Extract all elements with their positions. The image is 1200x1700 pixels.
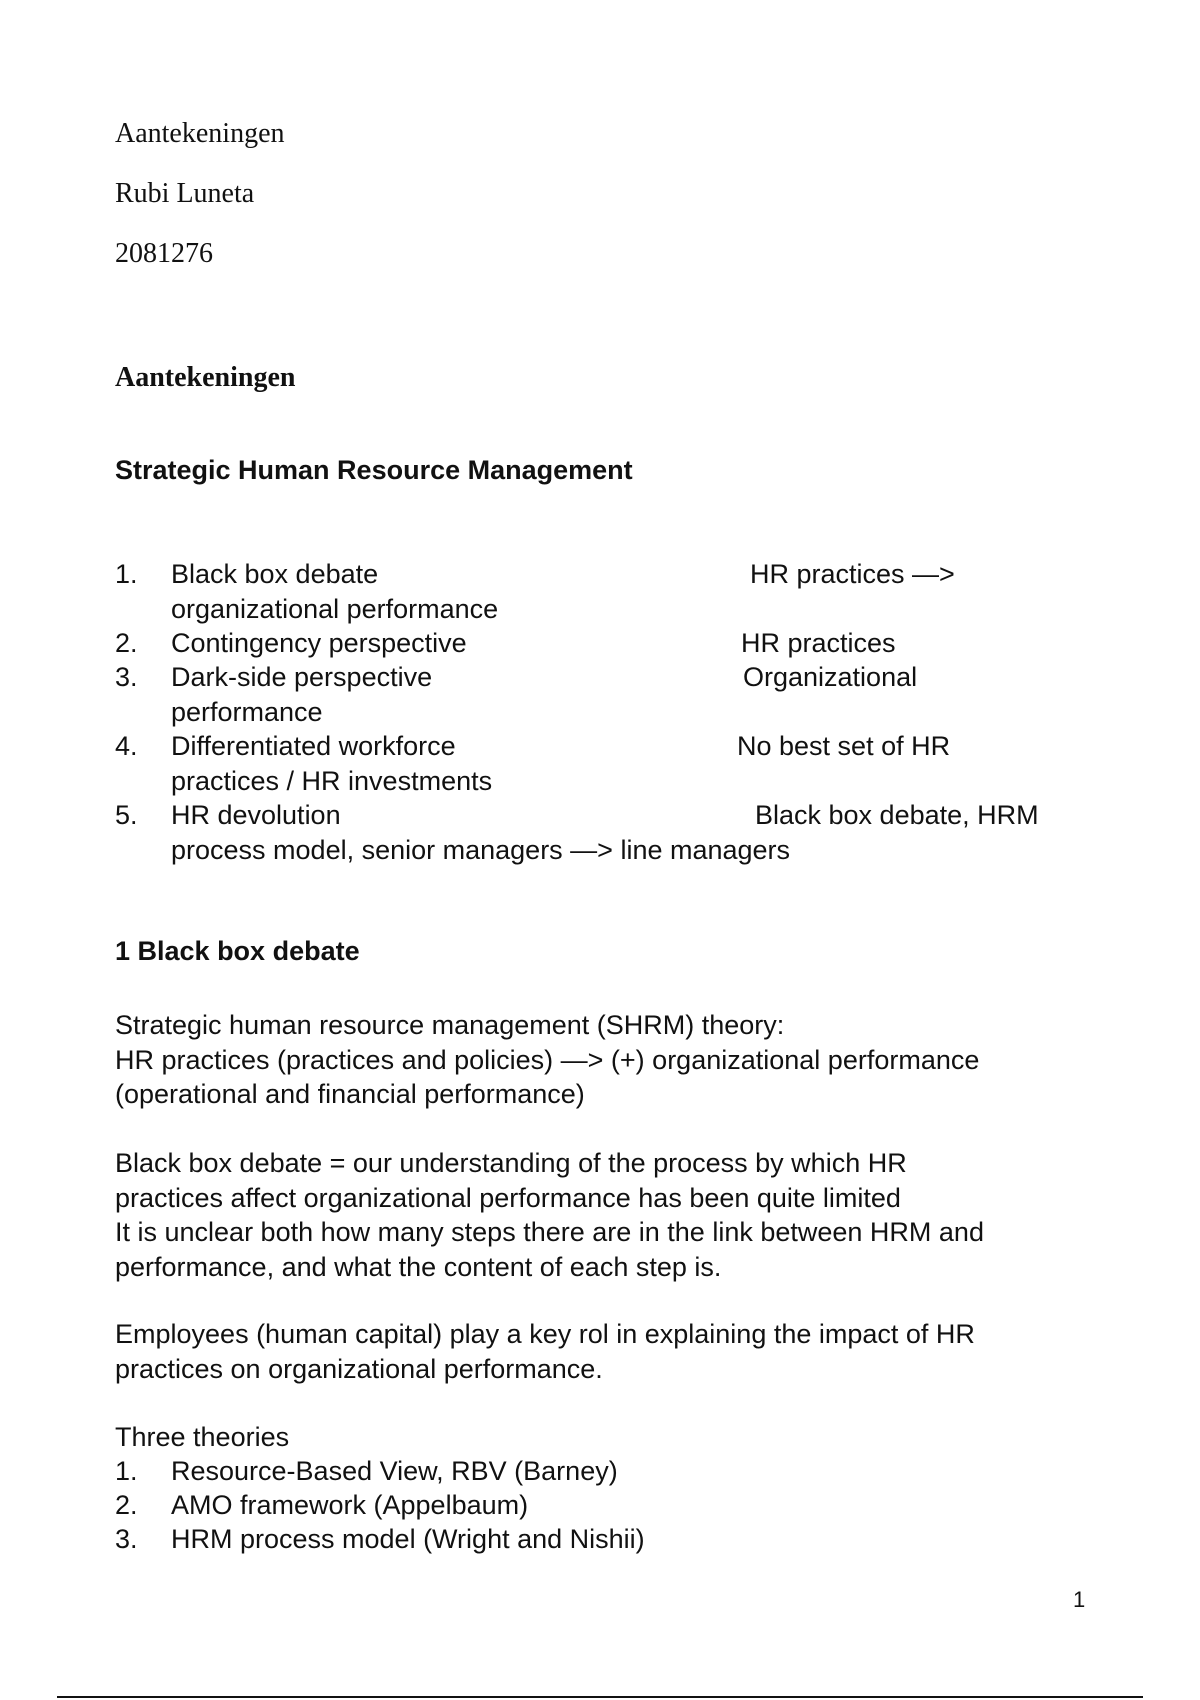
header-student-number: 2081276: [115, 238, 213, 269]
paragraph-line: Black box debate = our understanding of the process by which HR: [115, 1148, 907, 1178]
list-number: 2.: [115, 628, 138, 658]
page-title: Aantekeningen: [115, 362, 296, 393]
paragraph: [115, 1008, 979, 1112]
paragraph-line: HR practices (practices and policies) —> (+) organizational performance: [115, 1044, 980, 1075]
header-title: Aantekeningen: [115, 118, 285, 149]
list-item-note: Black box debate, HRM: [755, 800, 1039, 830]
list-item-note: Organizational: [743, 662, 918, 692]
list-item-note: No best set of HR: [737, 731, 951, 761]
paragraph-line: Strategic human resource management (SHRM) theory:: [115, 1010, 785, 1040]
footer-divider: [57, 1696, 1143, 1698]
list-item-topic: HR devolution: [171, 800, 341, 830]
list-item-continuation: performance: [171, 696, 323, 727]
paragraph-line: performance, and what the content of each step is.: [115, 1251, 722, 1282]
list-number: 1.: [115, 559, 138, 589]
list-item-topic: Contingency perspective: [171, 628, 467, 658]
list-number: 2.: [115, 1490, 138, 1520]
paragraph-line: practices on organizational performance.: [115, 1353, 603, 1384]
page-number: 1: [1073, 1587, 1086, 1612]
header-author: Rubi Luneta: [115, 178, 255, 209]
list-number: 4.: [115, 731, 138, 761]
section-heading: 1 Black box debate: [115, 936, 360, 966]
list-item-topic: Dark-side perspective: [171, 662, 433, 692]
list-item-continuation: organizational performance: [171, 593, 499, 624]
paragraph-line: Employees (human capital) play a key rol in explaining the impact of HR: [115, 1319, 975, 1349]
paragraph-line: (operational and financial performance): [115, 1079, 585, 1109]
list-item-note: HR practices —>: [750, 559, 955, 589]
list-item-topic: Black box debate: [171, 559, 379, 589]
list-item-text: Resource-Based View, RBV (Barney): [171, 1456, 618, 1486]
list-number: 3.: [115, 662, 138, 692]
list-item-continuation: process model, senior managers —> line managers: [171, 834, 791, 865]
list-number: 1.: [115, 1456, 138, 1486]
list-number: 3.: [115, 1524, 138, 1554]
theories-label: Three theories: [115, 1422, 290, 1452]
paragraph-line: It is unclear both how many steps there are in the link between HRM and: [115, 1217, 984, 1247]
paragraph: [115, 1146, 984, 1284]
document-subtitle: Strategic Human Resource Management: [115, 455, 633, 485]
list-item-topic: Differentiated workforce: [171, 731, 456, 761]
list-item-continuation: practices / HR investments: [171, 765, 493, 796]
paragraph-line: practices affect organizational performance has been quite limited: [115, 1182, 901, 1213]
list-item-note: HR practices: [741, 628, 896, 658]
list-item-text: HRM process model (Wright and Nishii): [171, 1524, 645, 1554]
list-item-text: AMO framework (Appelbaum): [171, 1490, 529, 1520]
paragraph: [115, 1317, 975, 1386]
list-number: 5.: [115, 800, 138, 830]
